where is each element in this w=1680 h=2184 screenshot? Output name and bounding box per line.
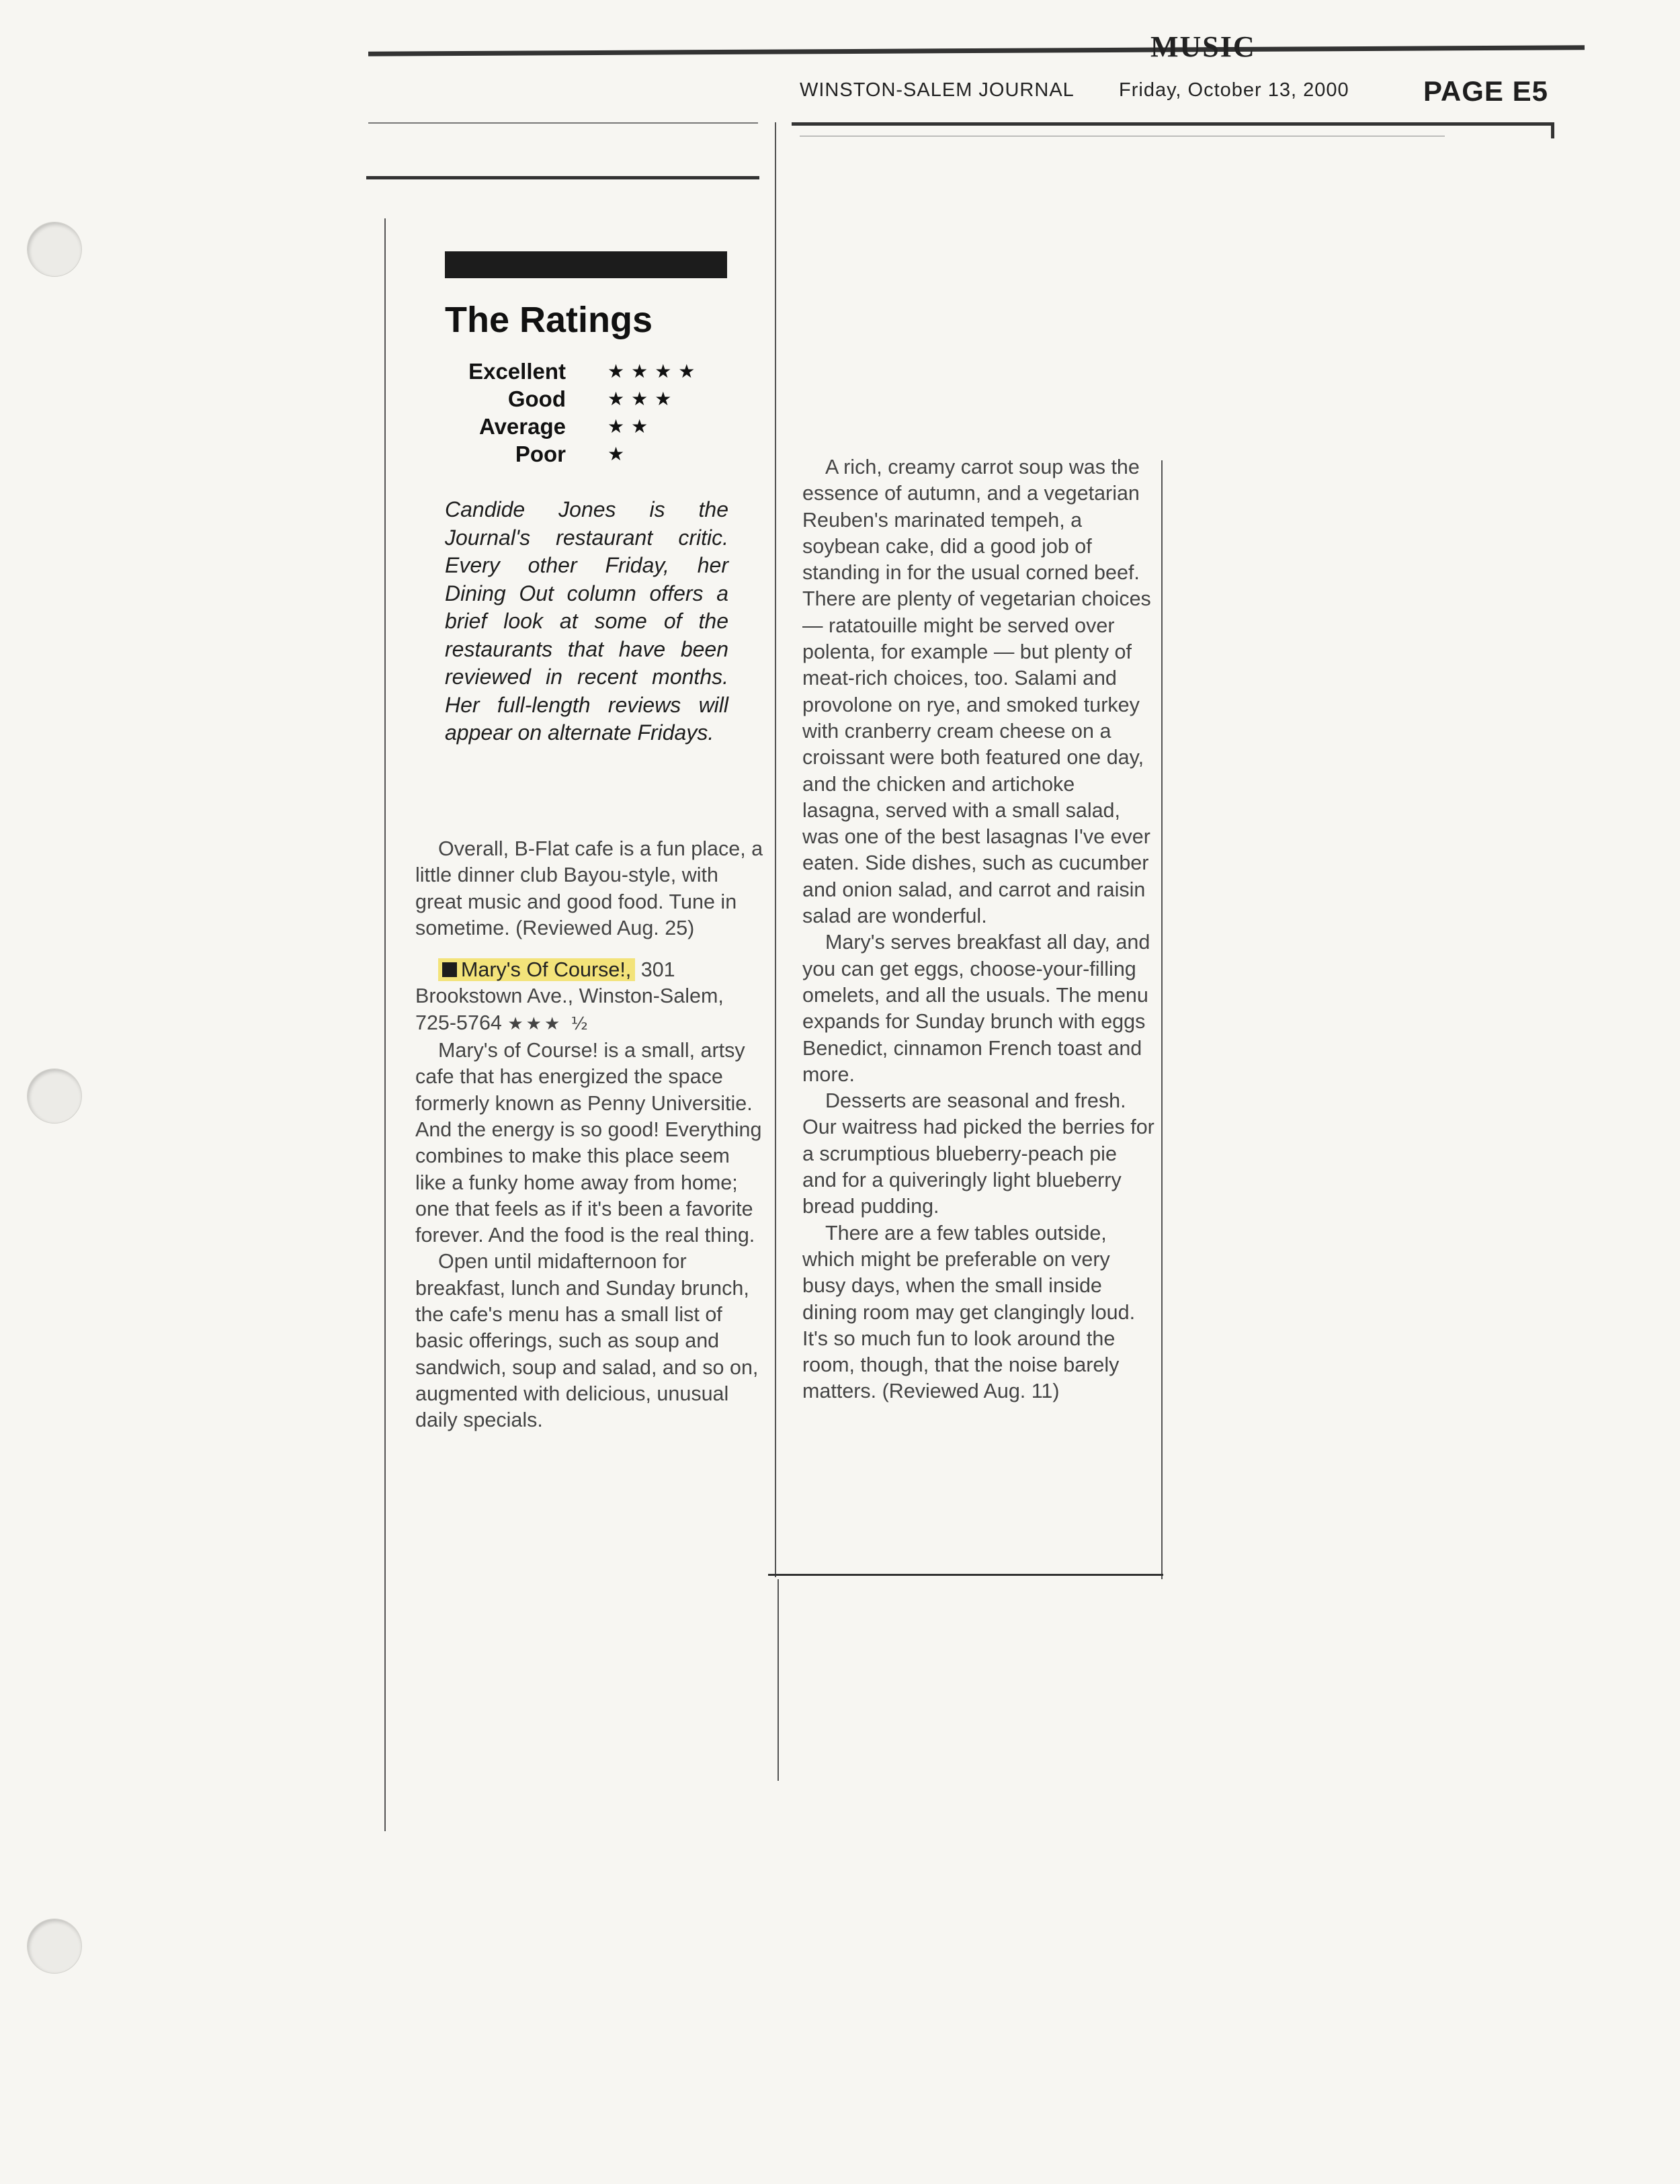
restaurant-name: Mary's Of Course!, <box>461 958 632 982</box>
torn-heading: MUSIC <box>1150 30 1256 63</box>
left-column-vertical-rule <box>384 218 386 1831</box>
restaurant-rating: ★★★ ½ <box>507 1013 591 1034</box>
center-vertical-rule-upper <box>775 122 776 1577</box>
right-paragraph-2: Mary's serves breakfast all day, and you can get eggs, choose-your-filling omelets, and all the usuals. The menu expands for Sunday brunch with eggs Benedict, cinnamon French toast and more. <box>802 931 1150 1086</box>
rating-label: Average <box>478 413 566 439</box>
rating-label: Poor <box>515 441 566 466</box>
left-article-column <box>415 836 765 1434</box>
publication-date: Friday, October 13, 2000 <box>1119 79 1349 101</box>
right-paragraph-4: There are a few tables outside, which might be preferable on very busy days, when the small inside dining room may get clangingly loud. It's so much fun to look around the room, though, that the noise barely matters. (Reviewed Aug. 11) <box>802 1221 1136 1403</box>
critic-note: Candide Jones is the Journal's restaurant critic. Every other Friday, her Dining Out column offers a brief look at some of the restaurants that have been reviewed in recent months. Her full-length reviews will appear on alternate Fridays. <box>445 497 728 745</box>
left-top-thin-rule <box>368 122 758 124</box>
torn-strip-line <box>368 45 1585 56</box>
rating-stars: ★★★★ <box>607 360 702 382</box>
rating-row-average <box>445 413 702 440</box>
rating-stars: ★★★ <box>607 388 679 410</box>
right-paragraph-1: A rich, creamy carrot soup was the essence of autumn, and a vegetarian Reuben's marinated tempeh, a soybean cake, did a good job of standing in for the usual corned beef. There are plenty of vegetarian choices — ratatouille might be served over polenta, for example — but plenty of meat-rich choices, too. Salami and provolone on rye, and smoked turkey with cranberry cream cheese on a croissant were both featured one day, and the chicken and artichoke lasagna, served with a small salad, was one of the best lasagnas I've ever eaten. Side dishes, such as cucumber and onion salad, and carrot and raisin salad are wonderful. <box>802 456 1151 928</box>
rating-stars: ★ <box>607 443 632 465</box>
marys-paragraph-1: Mary's of Course! is a small, artsy cafe that has energized the space formerly known as Penny Universitie. And the energy is so good! Everything combines to make this place seem like a funky home away from home; one that feels as if it's been a favorite forever. And the food is the real thing. <box>415 1039 762 1247</box>
bflat-review-paragraph: Overall, B-Flat cafe is a fun place, a little dinner club Bayou-style, with great music and good food. Tune in sometime. (Reviewed Aug. 25) <box>415 837 763 939</box>
rating-label: Good <box>507 386 566 411</box>
binder-hole-top <box>27 222 82 277</box>
highlighted-restaurant-name <box>438 958 635 981</box>
rating-row-good <box>445 385 702 413</box>
binder-hole-bottom <box>27 1919 82 1974</box>
left-top-thick-rule <box>366 176 759 179</box>
rating-row-excellent <box>445 358 702 385</box>
ratings-header-bar <box>445 251 727 278</box>
page-number: PAGE E5 <box>1423 75 1548 107</box>
marys-entry-heading <box>415 957 765 1038</box>
masthead-rule-tick <box>1551 122 1554 138</box>
center-vertical-rule-lower <box>778 1579 779 1781</box>
right-paragraph-3: Desserts are seasonal and fresh. Our waitress had picked the berries for a scrumptious blueberry-peach pie and for a quiveringly light blueberry bread pudding. <box>802 1089 1154 1218</box>
restaurant-address: 301 Brookstown Ave., Winston-Salem, 725-5764 <box>415 958 724 1034</box>
masthead-rule <box>792 122 1554 126</box>
binder-hole-middle <box>27 1068 82 1124</box>
bullet-square-icon <box>442 962 457 977</box>
rating-stars: ★★ <box>607 415 655 437</box>
marys-paragraph-2: Open until midafternoon for breakfast, lunch and Sunday brunch, the cafe's menu has a small list of basic offerings, such as soup and sandwich, soup and salad, and so on, augmented with delicious, unusual daily specials. <box>415 1250 759 1432</box>
rating-label: Excellent <box>468 358 566 384</box>
publication-name: WINSTON-SALEM JOURNAL <box>800 79 1075 101</box>
right-article-column <box>802 454 1156 1405</box>
rating-row-poor <box>445 440 702 468</box>
ratings-title: The Ratings <box>445 300 653 340</box>
right-column-bottom-rule <box>768 1574 1163 1576</box>
right-column-vertical-rule <box>1161 460 1163 1579</box>
ratings-legend <box>445 358 702 468</box>
